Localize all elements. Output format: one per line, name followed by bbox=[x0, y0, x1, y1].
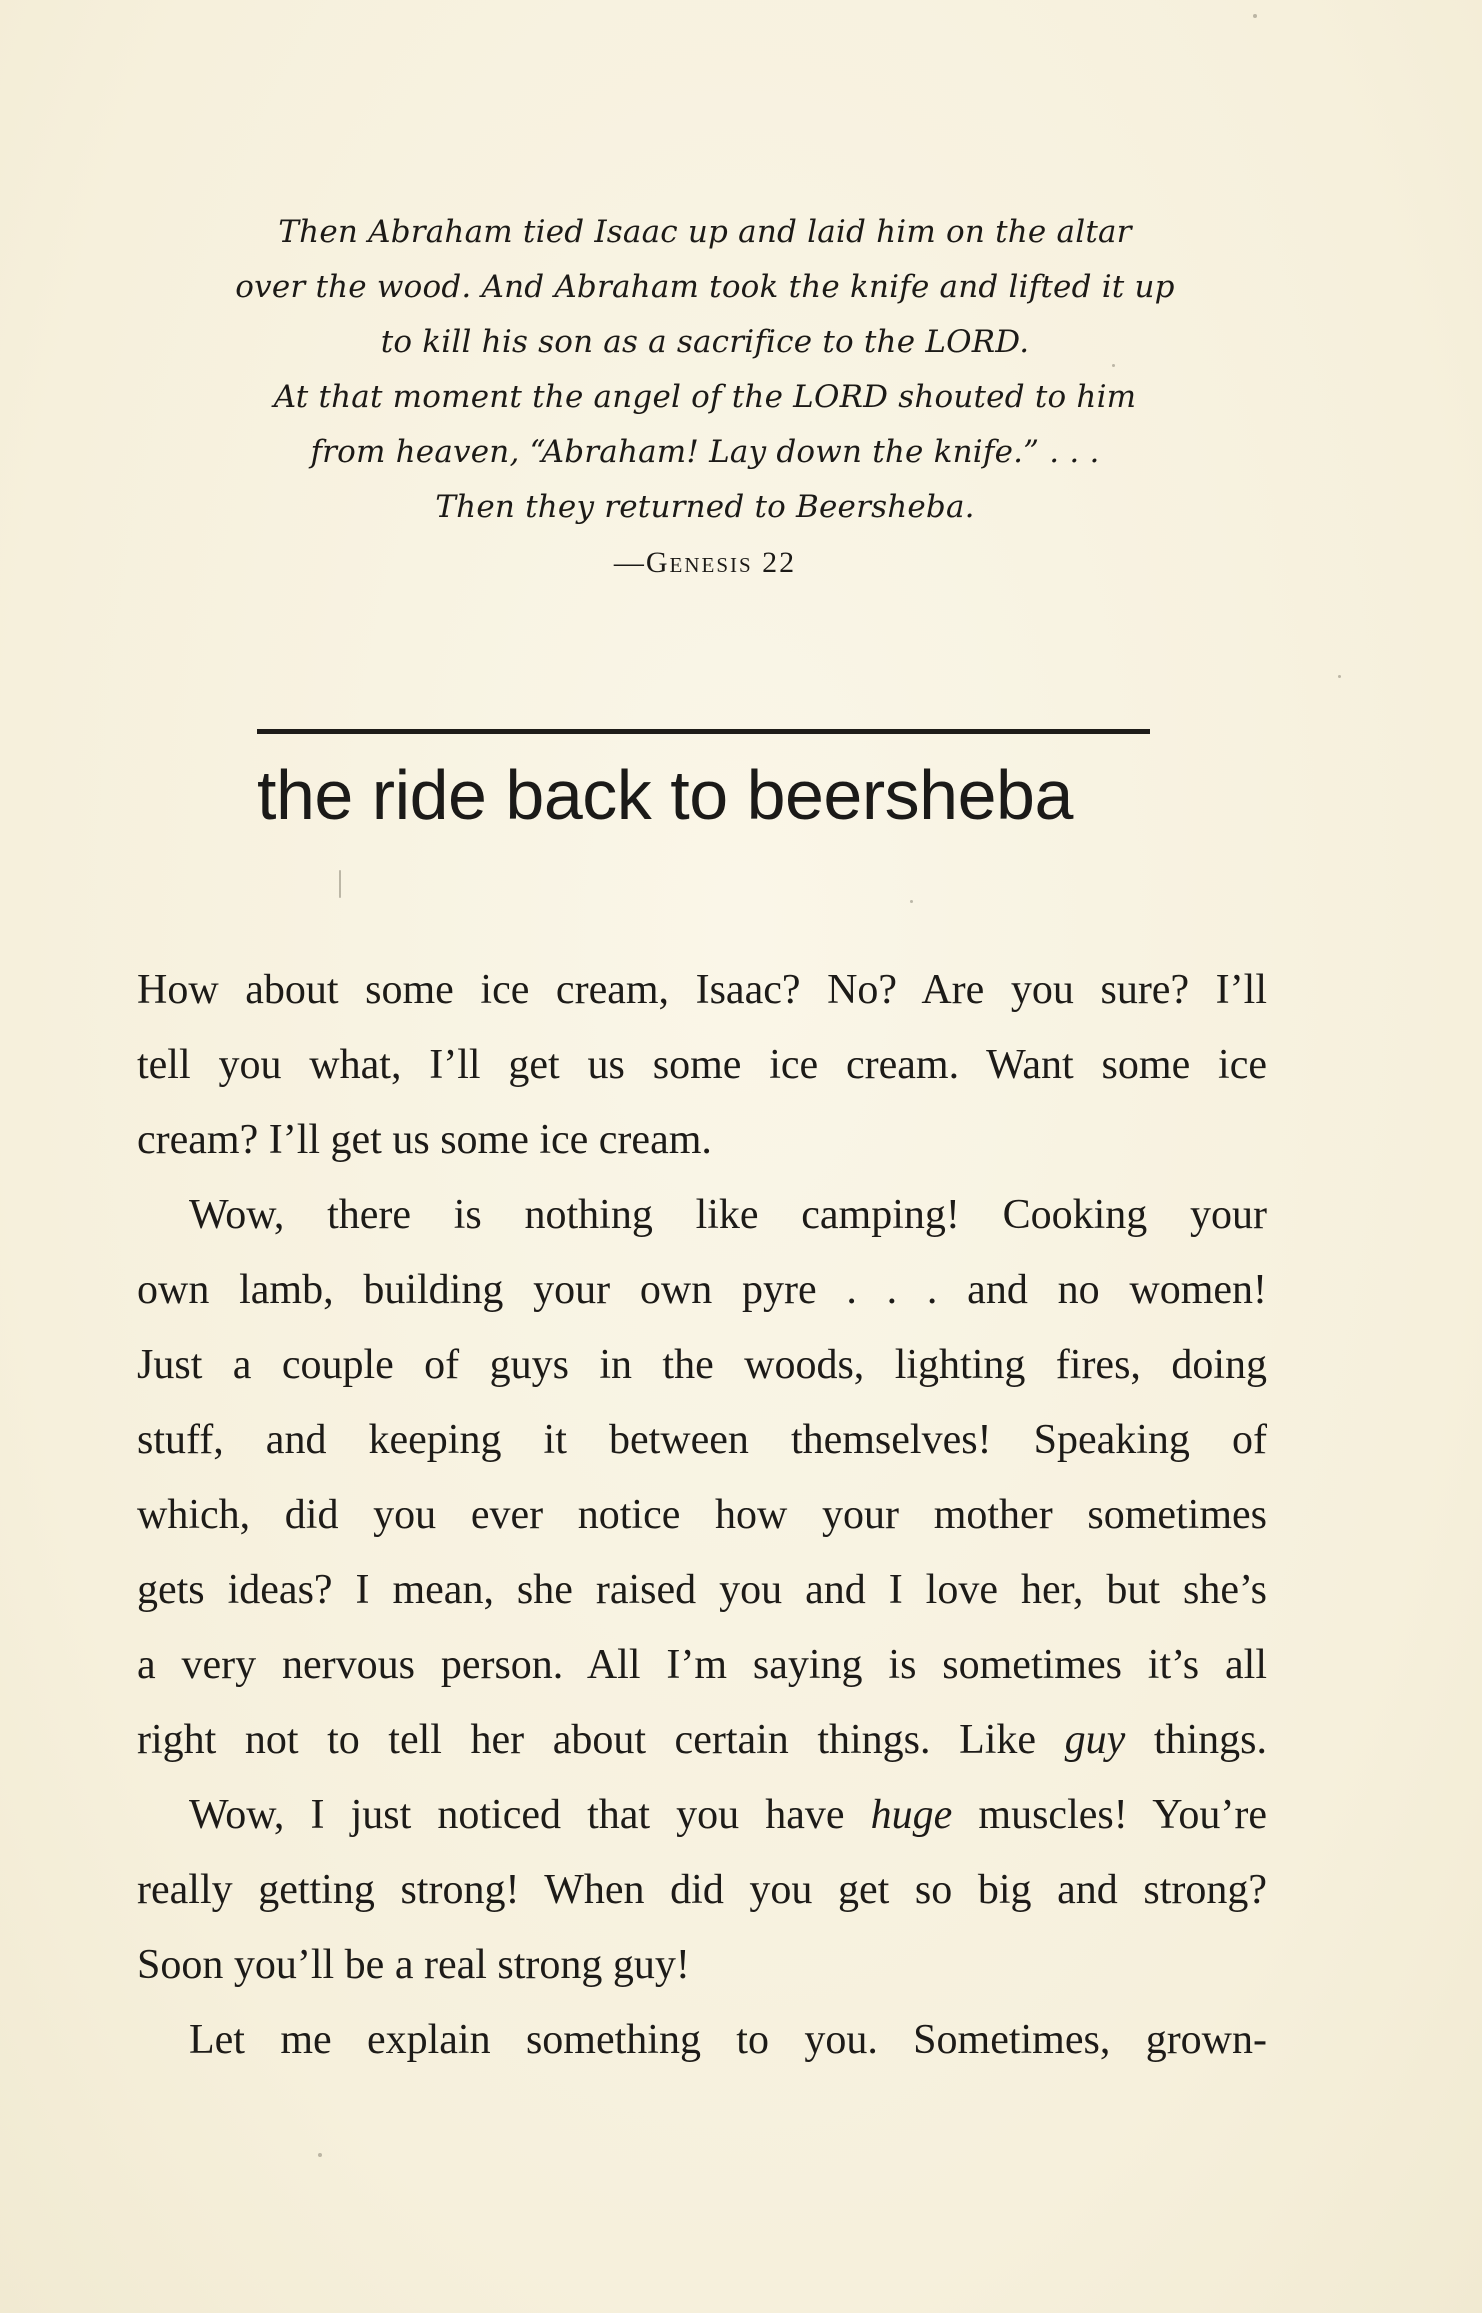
text-line: which, did you ever notice how your mother sometimes bbox=[137, 1492, 1267, 1538]
text-line: really getting strong! When did you get so big and strong? bbox=[137, 1867, 1267, 1913]
text-line bbox=[137, 1778, 1267, 1853]
paragraph bbox=[137, 1178, 1267, 1778]
text-line: tell you what, I’ll get us some ice cream. Want some ice bbox=[137, 1042, 1267, 1088]
text-line: a very nervous person. All I’m saying is sometimes it’s all bbox=[137, 1642, 1267, 1688]
epigraph-line: Then they returned to Beersheba. bbox=[435, 489, 975, 525]
epigraph bbox=[180, 205, 1230, 590]
paper-speck bbox=[1338, 675, 1341, 678]
epigraph-line: At that moment the angel of the LORD shouted to him bbox=[273, 379, 1137, 415]
emphasis: huge bbox=[870, 1792, 953, 1838]
body-text bbox=[137, 953, 1267, 2078]
epigraph-line: Then Abraham tied Isaac up and laid him on the altar bbox=[278, 214, 1132, 250]
paragraph bbox=[137, 2003, 1267, 2078]
text-line: stuff, and keeping it between themselves! Speaking of bbox=[137, 1417, 1267, 1463]
text-line: How about some ice cream, Isaac? No? Are you sure? I’ll bbox=[137, 967, 1267, 1013]
paper-speck bbox=[318, 2153, 322, 2157]
paragraph bbox=[137, 1778, 1267, 2003]
chapter-title: the ride back to beersheba bbox=[257, 756, 1073, 834]
text-line: own lamb, building your own pyre . . . and no women! bbox=[137, 1267, 1267, 1313]
text-run: things. bbox=[1125, 1717, 1267, 1763]
text-line: cream? I’ll get us some ice cream. bbox=[137, 1117, 712, 1163]
epigraph-source: —Genesis 22 bbox=[613, 546, 797, 579]
text-run: right not to tell her about certain things. Like bbox=[137, 1717, 1065, 1763]
text-line bbox=[137, 1703, 1267, 1778]
epigraph-line: over the wood. And Abraham took the knife and lifted it up bbox=[235, 269, 1175, 305]
text-line: gets ideas? I mean, she raised you and I love her, but she’s bbox=[137, 1567, 1267, 1613]
epigraph-line: from heaven, “Abraham! Lay down the knife.” . . . bbox=[310, 434, 1100, 470]
text-line: Just a couple of guys in the woods, lighting fires, doing bbox=[137, 1342, 1267, 1388]
text-line: Soon you’ll be a real strong guy! bbox=[137, 1942, 690, 1988]
paper-speck bbox=[1253, 14, 1257, 18]
text-line: Let me explain something to you. Sometimes, grown- bbox=[189, 2017, 1267, 2063]
title-rule bbox=[257, 729, 1150, 734]
text-run: Wow, I just noticed that you have bbox=[189, 1792, 871, 1838]
paragraph bbox=[137, 953, 1267, 1178]
emphasis: guy bbox=[1064, 1717, 1126, 1763]
epigraph-line: to kill his son as a sacrifice to the LORD. bbox=[380, 324, 1030, 360]
paper-speck bbox=[1112, 364, 1115, 367]
text-line: Wow, there is nothing like camping! Cooking your bbox=[189, 1192, 1267, 1238]
paper-speck bbox=[339, 870, 341, 898]
text-run: muscles! You’re bbox=[952, 1792, 1267, 1838]
paper-speck bbox=[910, 900, 913, 903]
